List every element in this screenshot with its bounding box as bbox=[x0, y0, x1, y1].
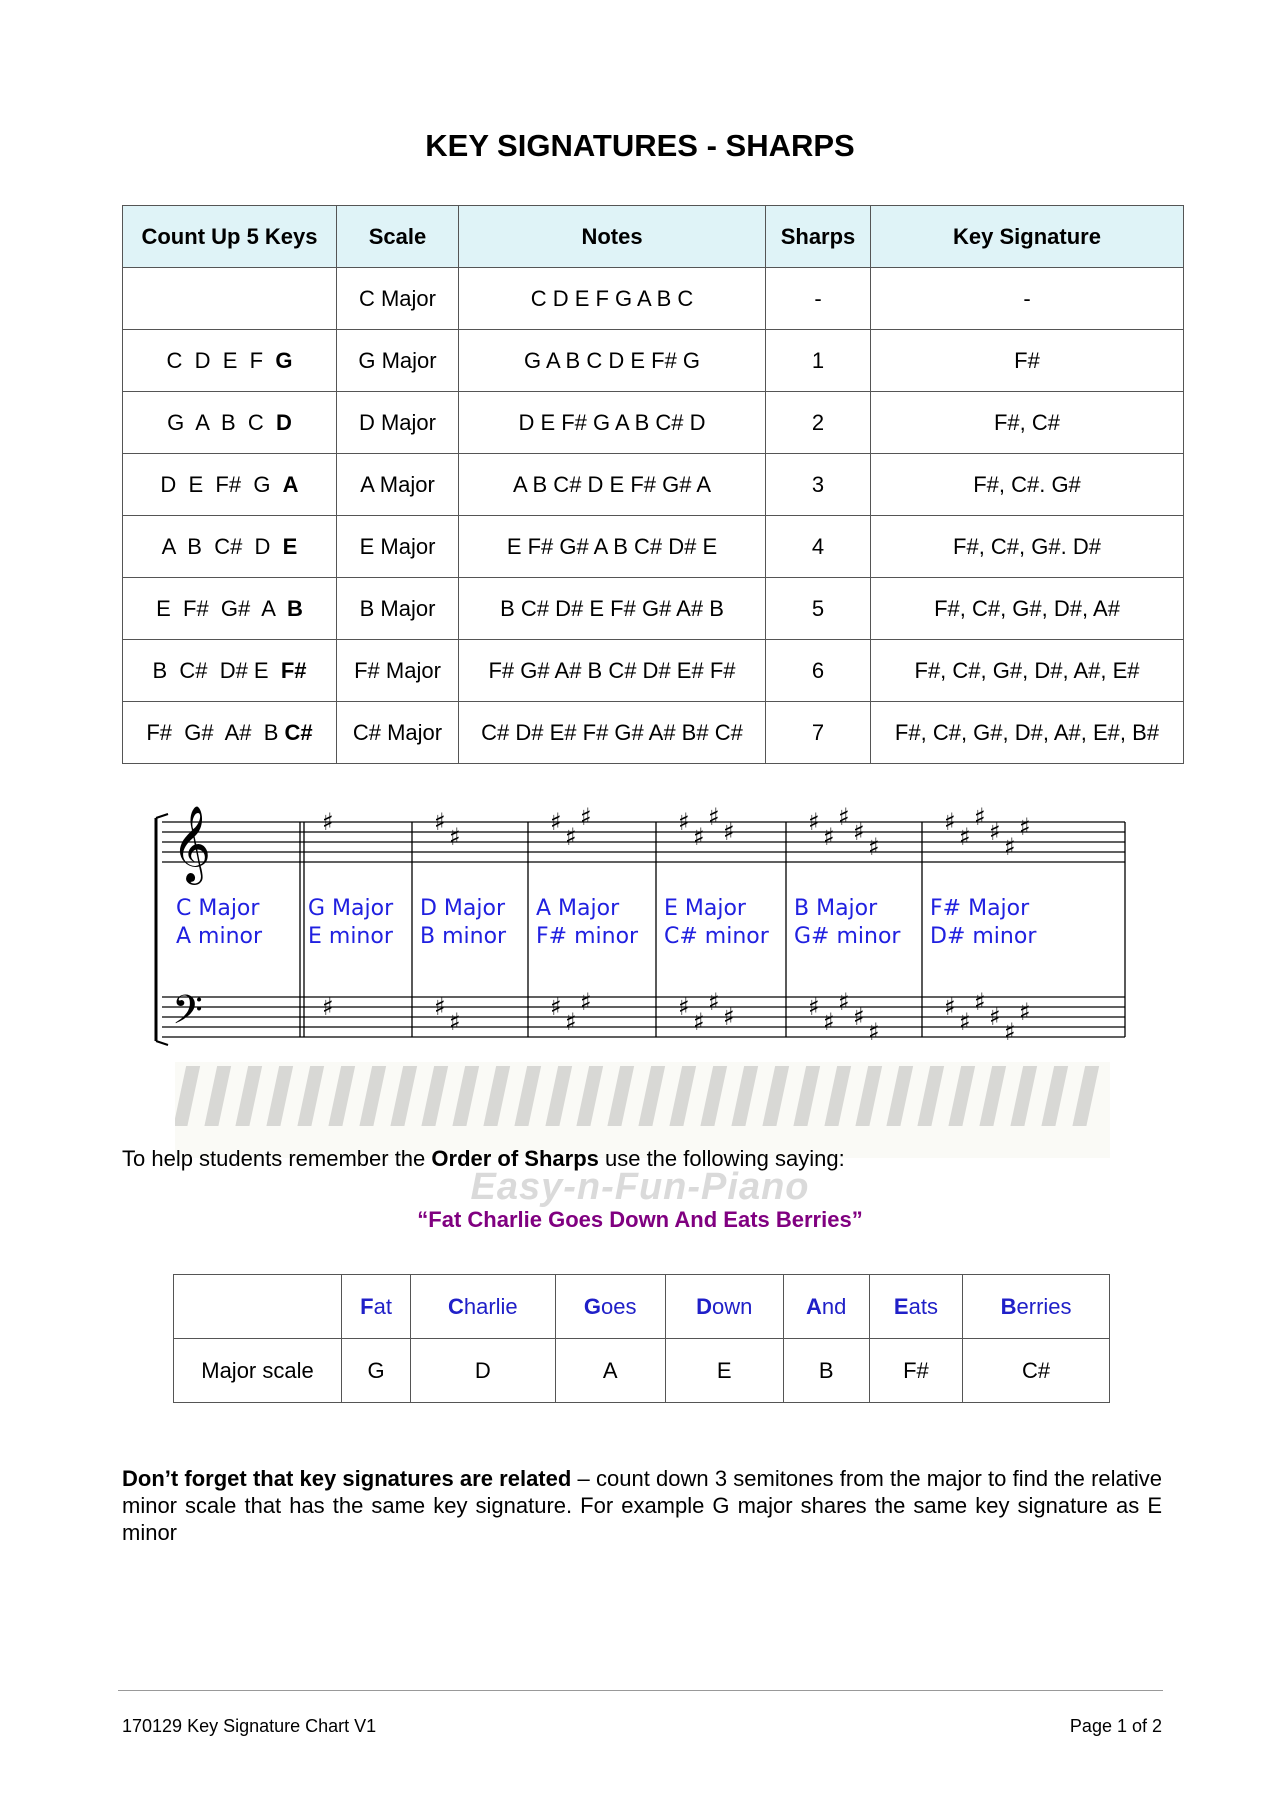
mnemonic-word bbox=[411, 1275, 555, 1339]
bass-sharp-icon: ♯ bbox=[322, 993, 334, 1021]
bracket-bottom-hook bbox=[156, 1041, 168, 1045]
row-label: Major scale bbox=[174, 1339, 342, 1403]
mnemonic-initial: B bbox=[1000, 1293, 1017, 1319]
mnemonic-initial: C bbox=[447, 1293, 464, 1319]
mnemonic-word bbox=[342, 1275, 411, 1339]
count-up-target-key: B bbox=[286, 595, 303, 621]
treble-sharp-icon: ♯ bbox=[550, 808, 562, 836]
key-signature-cell: F#, C#, G#, D#, A#, E#, B# bbox=[871, 702, 1184, 764]
key-signature-cell: F# bbox=[871, 330, 1184, 392]
key-signature-cell: F#, C#. G# bbox=[871, 454, 1184, 516]
staff-minor-label: D# minor bbox=[930, 924, 1037, 949]
page-title: KEY SIGNATURES - SHARPS bbox=[425, 128, 855, 163]
empty-cell bbox=[174, 1275, 342, 1339]
mnemonic-words-row bbox=[174, 1275, 1110, 1339]
mnemonic-initial: A bbox=[805, 1293, 822, 1319]
table-row bbox=[123, 516, 1184, 578]
staff-major-label: E Major bbox=[664, 896, 746, 921]
count-up-target-key: D bbox=[275, 409, 292, 435]
table-row bbox=[123, 392, 1184, 454]
treble-sharp-icon: ♯ bbox=[678, 808, 690, 836]
major-scale-cell: A bbox=[555, 1339, 665, 1403]
mnemonic-rest: ats bbox=[908, 1293, 938, 1319]
notes-cell: B C# D# E F# G# A# B bbox=[459, 578, 766, 640]
sharps-count-cell: - bbox=[766, 268, 871, 330]
bass-sharp-icon: ♯ bbox=[550, 993, 562, 1021]
bass-sharp-icon: ♯ bbox=[853, 1003, 865, 1031]
order-of-sharps-intro bbox=[122, 1146, 845, 1172]
key-signature-staff bbox=[150, 800, 1130, 1060]
staff-major-label: A Major bbox=[536, 896, 620, 921]
intro-text-pre: To help students remember the bbox=[122, 1146, 432, 1171]
staff-major-label: F# Major bbox=[930, 896, 1030, 921]
notes-cell: D E F# G A B C# D bbox=[459, 392, 766, 454]
count-up-notes: B C# D# E bbox=[152, 657, 281, 683]
bass-sharp-icon: ♯ bbox=[708, 988, 720, 1016]
staff-major-label: D Major bbox=[420, 896, 506, 921]
notes-cell: E F# G# A B C# D# E bbox=[459, 516, 766, 578]
scale-cell: C Major bbox=[337, 268, 459, 330]
mnemonic-initial: F bbox=[360, 1293, 374, 1319]
bass-sharp-icon: ♯ bbox=[1019, 998, 1031, 1026]
staff-minor-label: G# minor bbox=[794, 924, 901, 949]
treble-sharp-icon: ♯ bbox=[322, 808, 334, 836]
sharps-count-cell: 2 bbox=[766, 392, 871, 454]
major-scale-cell: B bbox=[783, 1339, 869, 1403]
mnemonic-initial: G bbox=[583, 1293, 602, 1319]
bass-sharp-icon: ♯ bbox=[944, 993, 956, 1021]
key-signature-cell: F#, C# bbox=[871, 392, 1184, 454]
treble-sharp-icon: ♯ bbox=[565, 823, 577, 851]
footer-doc-id: 170129 Key Signature Chart V1 bbox=[122, 1716, 377, 1736]
treble-sharp-icon: ♯ bbox=[944, 808, 956, 836]
header-sharps: Sharps bbox=[766, 206, 871, 268]
count-up-cell bbox=[123, 392, 337, 454]
major-scale-cell: G bbox=[342, 1339, 411, 1403]
treble-clef-icon: 𝄞 bbox=[172, 805, 212, 882]
count-up-target-key: G bbox=[275, 347, 293, 373]
count-up-target-key: C# bbox=[284, 719, 313, 745]
treble-sharp-icon: ♯ bbox=[708, 803, 720, 831]
scale-cell: G Major bbox=[337, 330, 459, 392]
count-up-notes: C D E F bbox=[166, 347, 276, 373]
bass-sharp-icon: ♯ bbox=[723, 1003, 735, 1031]
scale-cell: C# Major bbox=[337, 702, 459, 764]
bass-sharp-icon: ♯ bbox=[565, 1008, 577, 1036]
count-up-notes: F# G# A# B bbox=[146, 719, 285, 745]
bass-sharp-icon: ♯ bbox=[449, 1008, 461, 1036]
table-row bbox=[123, 454, 1184, 516]
major-scale-cell: D bbox=[411, 1339, 555, 1403]
related-keys-note bbox=[122, 1465, 1162, 1546]
scale-cell: E Major bbox=[337, 516, 459, 578]
table-row bbox=[123, 330, 1184, 392]
major-scale-cell: E bbox=[665, 1339, 783, 1403]
bass-sharp-icon: ♯ bbox=[959, 1008, 971, 1036]
bass-clef-icon: 𝄢 bbox=[172, 987, 203, 1043]
treble-sharp-icon: ♯ bbox=[853, 818, 865, 846]
key-signature-cell: - bbox=[871, 268, 1184, 330]
notes-cell: C D E F G A B C bbox=[459, 268, 766, 330]
treble-sharp-icon: ♯ bbox=[974, 803, 986, 831]
staff-minor-label: E minor bbox=[308, 924, 393, 949]
mnemonic-word bbox=[783, 1275, 869, 1339]
table-row bbox=[123, 702, 1184, 764]
treble-sharp-icon: ♯ bbox=[434, 808, 446, 836]
mnemonic-rest: harlie bbox=[463, 1293, 518, 1319]
notes-cell: A B C# D E F# G# A bbox=[459, 454, 766, 516]
staff-major-label: B Major bbox=[794, 896, 878, 921]
staff-major-label: C Major bbox=[176, 896, 260, 921]
bracket-top-hook bbox=[156, 814, 168, 818]
major-scale-cell: F# bbox=[869, 1339, 962, 1403]
mnemonic-word bbox=[869, 1275, 962, 1339]
count-up-notes: G A B C bbox=[167, 409, 276, 435]
footer-page-number: Page 1 of 2 bbox=[1069, 1716, 1162, 1736]
staff-minor-label: C# minor bbox=[664, 924, 769, 949]
notes-cell: G A B C D E F# G bbox=[459, 330, 766, 392]
table-row bbox=[123, 640, 1184, 702]
treble-sharp-icon: ♯ bbox=[959, 823, 971, 851]
order-of-sharps-table bbox=[173, 1274, 1110, 1403]
staff-major-label: G Major bbox=[308, 896, 394, 921]
intro-text-bold: Order of Sharps bbox=[431, 1146, 599, 1171]
count-up-cell bbox=[123, 516, 337, 578]
bass-sharp-icon: ♯ bbox=[580, 988, 592, 1016]
mnemonic-rest: at bbox=[373, 1293, 392, 1319]
treble-sharp-icon: ♯ bbox=[989, 818, 1001, 846]
count-up-notes: E F# G# A bbox=[156, 595, 287, 621]
mnemonic-rest: own bbox=[712, 1293, 753, 1319]
count-up-cell bbox=[123, 268, 337, 330]
bass-sharp-icon: ♯ bbox=[823, 1008, 835, 1036]
piano-watermark bbox=[175, 1062, 1110, 1158]
treble-sharp-icon: ♯ bbox=[838, 803, 850, 831]
sharps-count-cell: 1 bbox=[766, 330, 871, 392]
treble-sharp-icon: ♯ bbox=[823, 823, 835, 851]
bass-sharp-icon: ♯ bbox=[974, 988, 986, 1016]
table-row bbox=[123, 578, 1184, 640]
sharps-count-cell: 5 bbox=[766, 578, 871, 640]
staff-minor-label: A minor bbox=[176, 924, 263, 949]
related-note-bold: Don’t forget that key signatures are related bbox=[122, 1466, 572, 1491]
scale-cell: F# Major bbox=[337, 640, 459, 702]
staff-minor-label: F# minor bbox=[536, 924, 639, 949]
mnemonic-rest: nd bbox=[821, 1293, 847, 1319]
key-signature-cell: F#, C#, G#, D#, A# bbox=[871, 578, 1184, 640]
sharps-count-cell: 4 bbox=[766, 516, 871, 578]
mnemonic-rest: erries bbox=[1016, 1293, 1072, 1319]
key-signature-cell: F#, C#, G#, D#, A#, E# bbox=[871, 640, 1184, 702]
staff-minor-label: B minor bbox=[420, 924, 507, 949]
sharps-count-cell: 7 bbox=[766, 702, 871, 764]
count-up-notes: A B C# D bbox=[161, 533, 283, 559]
treble-sharp-icon: ♯ bbox=[580, 803, 592, 831]
count-up-cell bbox=[123, 330, 337, 392]
notes-cell: C# D# E# F# G# A# B# C# bbox=[459, 702, 766, 764]
count-up-target-key: F# bbox=[280, 657, 307, 683]
header-scale: Scale bbox=[337, 206, 459, 268]
mnemonic-word bbox=[555, 1275, 665, 1339]
treble-sharp-icon: ♯ bbox=[693, 823, 705, 851]
bass-sharp-icon: ♯ bbox=[434, 993, 446, 1021]
bass-sharp-icon: ♯ bbox=[678, 993, 690, 1021]
scale-cell: B Major bbox=[337, 578, 459, 640]
count-up-cell bbox=[123, 702, 337, 764]
bass-sharp-icon: ♯ bbox=[838, 988, 850, 1016]
treble-sharp-icon: ♯ bbox=[808, 808, 820, 836]
count-up-cell bbox=[123, 454, 337, 516]
mnemonic-initial: E bbox=[893, 1293, 909, 1319]
count-up-cell bbox=[123, 640, 337, 702]
mnemonic-saying: “Fat Charlie Goes Down And Eats Berries” bbox=[417, 1207, 863, 1232]
mnemonic-initial: D bbox=[696, 1293, 713, 1319]
staff-diagram bbox=[150, 800, 1130, 1060]
treble-sharp-icon: ♯ bbox=[868, 833, 880, 861]
mnemonic-rest: oes bbox=[601, 1293, 637, 1319]
bass-sharp-icon: ♯ bbox=[868, 1018, 880, 1046]
key-signatures-table bbox=[122, 205, 1184, 764]
intro-text-post: use the following saying: bbox=[598, 1146, 845, 1171]
footer-divider bbox=[118, 1690, 1163, 1691]
watermark-logo: Easy-n-Fun-Piano bbox=[470, 1166, 810, 1208]
header-notes: Notes bbox=[459, 206, 766, 268]
treble-sharp-icon: ♯ bbox=[449, 823, 461, 851]
count-up-target-key: A bbox=[282, 471, 299, 497]
treble-sharp-icon: ♯ bbox=[1019, 813, 1031, 841]
scale-cell: A Major bbox=[337, 454, 459, 516]
treble-sharp-icon: ♯ bbox=[723, 818, 735, 846]
major-scale-cell: C# bbox=[963, 1339, 1110, 1403]
header-key-signature: Key Signature bbox=[871, 206, 1184, 268]
key-signature-cell: F#, C#, G#. D# bbox=[871, 516, 1184, 578]
count-up-cell bbox=[123, 578, 337, 640]
table-row bbox=[123, 268, 1184, 330]
sharps-count-cell: 3 bbox=[766, 454, 871, 516]
count-up-notes: D E F# G bbox=[160, 471, 283, 497]
bass-sharp-icon: ♯ bbox=[1004, 1018, 1016, 1046]
count-up-target-key: E bbox=[282, 533, 298, 559]
bass-sharp-icon: ♯ bbox=[808, 993, 820, 1021]
sharps-count-cell: 6 bbox=[766, 640, 871, 702]
mnemonic-word bbox=[963, 1275, 1110, 1339]
bass-sharp-icon: ♯ bbox=[989, 1003, 1001, 1031]
table-header-row bbox=[123, 206, 1184, 268]
bass-sharp-icon: ♯ bbox=[693, 1008, 705, 1036]
treble-sharp-icon: ♯ bbox=[1004, 833, 1016, 861]
scale-cell: D Major bbox=[337, 392, 459, 454]
header-count-up: Count Up 5 Keys bbox=[123, 206, 337, 268]
related-note-text: – count down 3 semitones from the major to find the relative minor scale that has the same key signature. For example G major shares the same key signature as E minor bbox=[122, 1466, 1162, 1545]
notes-cell: F# G# A# B C# D# E# F# bbox=[459, 640, 766, 702]
mnemonic-word bbox=[665, 1275, 783, 1339]
major-scale-row bbox=[174, 1339, 1110, 1403]
